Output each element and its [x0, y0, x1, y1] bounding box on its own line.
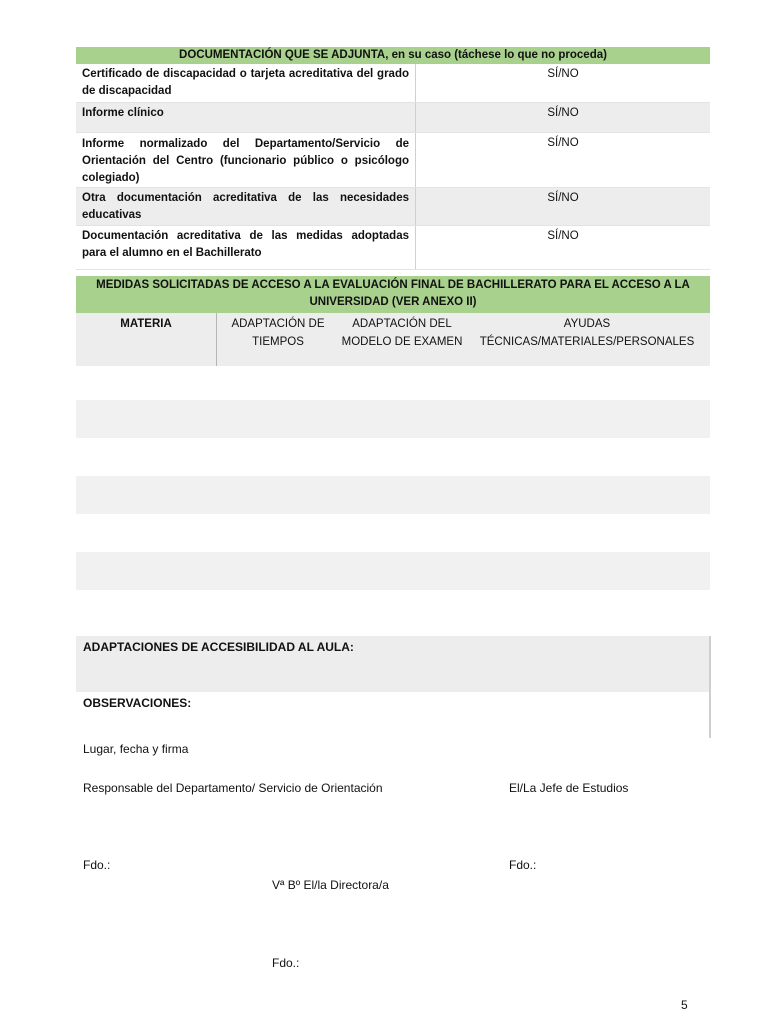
- measure-row[interactable]: [76, 400, 710, 438]
- doc-row-label: Informe normalizado del Departamento/Servicio de Orientación del Centro (funcionario público o psicólogo colegiado): [76, 133, 416, 187]
- doc-row-value[interactable]: SÍ/NO: [547, 192, 579, 204]
- measure-row[interactable]: [76, 552, 710, 590]
- doc-row-label: Certificado de discapacidad o tarjeta acreditativa del grado de discapacidad: [76, 64, 416, 102]
- doc-row-value[interactable]: SÍ/NO: [547, 230, 579, 242]
- observations-field[interactable]: [76, 692, 710, 738]
- documentation-header: DOCUMENTACIÓN QUE SE ADJUNTA, en su caso (táchese lo que no proceda): [76, 47, 710, 64]
- observations-label: OBSERVACIONES:: [83, 696, 192, 710]
- page-number: 5: [681, 998, 688, 1012]
- fdo-right-label: Fdo.:: [509, 858, 537, 872]
- box-border: [709, 636, 711, 738]
- measures-column-headers: [76, 313, 710, 366]
- column-header-tiempos: ADAPTACIÓN DE TIEMPOS: [231, 318, 325, 348]
- observations-box: [76, 636, 710, 738]
- column-divider: [216, 313, 217, 366]
- table-row: [76, 103, 710, 133]
- director-label: Vª Bº El/la Directora/a: [272, 878, 389, 892]
- table-row: [76, 64, 710, 103]
- table-row: [76, 133, 710, 188]
- fdo-left-label: Fdo.:: [83, 858, 111, 872]
- orientation-head-label: Responsable del Departamento/ Servicio de Orientación: [83, 781, 383, 795]
- studies-head-label: El/La Jefe de Estudios: [509, 781, 629, 795]
- measure-row[interactable]: [76, 476, 710, 514]
- doc-row-label: Otra documentación acreditativa de las necesidades educativas: [76, 188, 416, 225]
- accessibility-label: ADAPTACIONES DE ACCESIBILIDAD AL AULA:: [83, 640, 354, 654]
- column-header-ayudas: AYUDAS TÉCNICAS/MATERIALES/PERSONALES: [479, 318, 695, 348]
- column-header-modelo: ADAPTACIÓN DEL MODELO DE EXAMEN: [341, 318, 463, 348]
- table-row: [76, 226, 710, 270]
- doc-row-value[interactable]: SÍ/NO: [547, 137, 579, 149]
- column-header-materia: MATERIA: [120, 318, 172, 330]
- measures-header: MEDIDAS SOLICITADAS DE ACCESO A LA EVALUACIÓN FINAL DE BACHILLERATO PARA EL ACCESO A LA UNIVERSIDAD (VER ANEXO II): [76, 276, 710, 313]
- doc-row-label: Documentación acreditativa de las medidas adoptadas para el alumno en el Bachillerato: [76, 226, 416, 269]
- doc-row-value[interactable]: SÍ/NO: [547, 107, 579, 119]
- table-row: [76, 188, 710, 226]
- accessibility-field[interactable]: [76, 636, 710, 692]
- fdo-director-label: Fdo.:: [272, 956, 300, 970]
- doc-row-value[interactable]: SÍ/NO: [547, 68, 579, 80]
- place-date-label: Lugar, fecha y firma: [83, 742, 189, 756]
- doc-row-label: Informe clínico: [76, 103, 416, 132]
